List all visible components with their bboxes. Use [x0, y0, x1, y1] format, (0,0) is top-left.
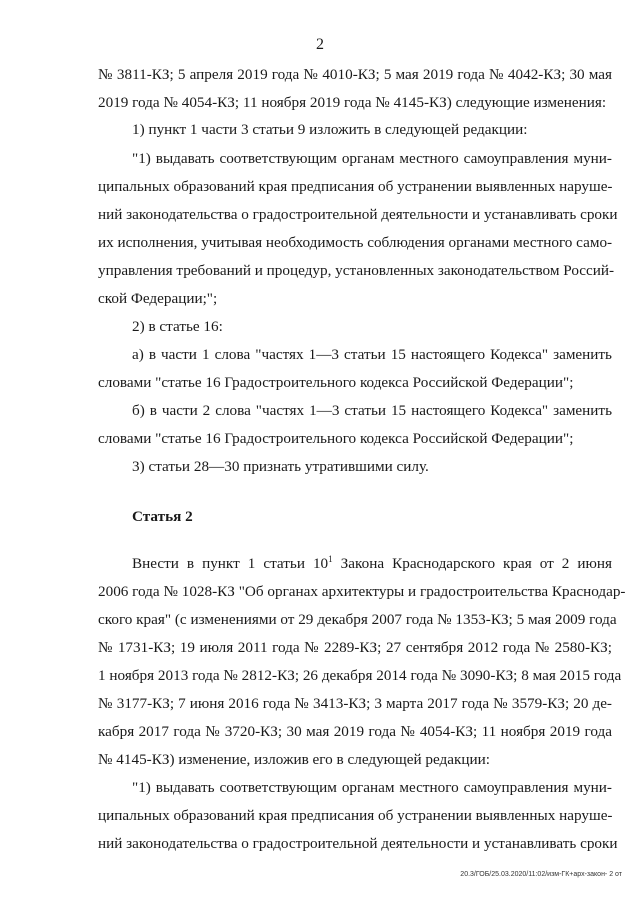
text-line: б) в части 2 слова "частях 1—3 статьи 15 настоящего Кодекса" заменить: [132, 402, 612, 419]
text-line: а) в части 1 слова "частях 1—3 статьи 15 настоящего Кодекса" заменить: [132, 346, 612, 363]
text-line: их исполнения, учитывая необходимость соблюдения органами местного само-: [98, 234, 613, 251]
text-line: 1) пункт 1 части 3 статьи 9 изложить в следующей редакции:: [132, 121, 528, 138]
article-heading: Статья 2: [132, 508, 193, 525]
text-line: ципальных образований края предписания об устранении выявленных наруше-: [98, 178, 613, 195]
text-line: ний законодательства о градостроительной деятельности и устанавливать сроки: [98, 206, 618, 223]
page-number: 2: [316, 36, 324, 53]
text-line: "1) выдавать соответствующим органам местного самоуправления муни-: [132, 150, 612, 167]
text-line: [132, 555, 612, 572]
text-line: словами "статье 16 Градостроительного кодекса Российской Федерации";: [98, 374, 574, 391]
text-line: 2) в статье 16:: [132, 318, 223, 335]
text-line: ний законодательства о градостроительной деятельности и устанавливать сроки: [98, 835, 618, 852]
superscript: 1: [328, 554, 333, 564]
text-line: ципальных образований края предписания об устранении выявленных наруше-: [98, 807, 613, 824]
text-line: ской Федерации;";: [98, 290, 218, 307]
text-line: 3) статьи 28—30 признать утратившими силу.: [132, 458, 429, 475]
text-fragment: Закона Краснодарского края от 2 июня: [332, 555, 612, 572]
text-line: управления требований и процедур, установленных законодательством Россий-: [98, 262, 615, 279]
text-line: № 3811-КЗ; 5 апреля 2019 года № 4010-КЗ; 5 мая 2019 года № 4042-КЗ; 30 мая: [98, 66, 612, 83]
text-line: ского края" (с изменениями от 29 декабря 2007 года № 1353-КЗ; 5 мая 2009 года: [98, 611, 617, 628]
text-line: кабря 2017 года № 3720-КЗ; 30 мая 2019 года № 4054-КЗ; 11 ноября 2019 года: [98, 723, 612, 740]
text-line: № 1731-КЗ; 19 июля 2011 года № 2289-КЗ; 27 сентября 2012 года № 2580-КЗ;: [98, 639, 612, 656]
text-line: № 4145-КЗ) изменение, изложив его в следующей редакции:: [98, 751, 490, 768]
text-line: № 3177-КЗ; 7 июня 2016 года № 3413-КЗ; 3 марта 2017 года № 3579-КЗ; 20 де-: [98, 695, 612, 712]
text-line: 2006 года № 1028-КЗ "Об органах архитектуры и градостроительства Краснодар-: [98, 583, 626, 600]
text-line: 2019 года № 4054-КЗ; 11 ноября 2019 года № 4145-КЗ) следующие изменения:: [98, 94, 607, 111]
text-line: словами "статье 16 Градостроительного кодекса Российской Федерации";: [98, 430, 574, 447]
text-line: "1) выдавать соответствующим органам местного самоуправления муни-: [132, 779, 612, 796]
text-line: 1 ноября 2013 года № 2812-КЗ; 26 декабря 2014 года № 3090-КЗ; 8 мая 2015 года: [98, 667, 622, 684]
text-fragment: Внести в пункт 1 статьи 10: [132, 555, 329, 572]
document-footer-code: 20.3/ГОБ/25.03.2020/11:02/изм-ГК+арх-закон- 2 от: [460, 871, 622, 878]
